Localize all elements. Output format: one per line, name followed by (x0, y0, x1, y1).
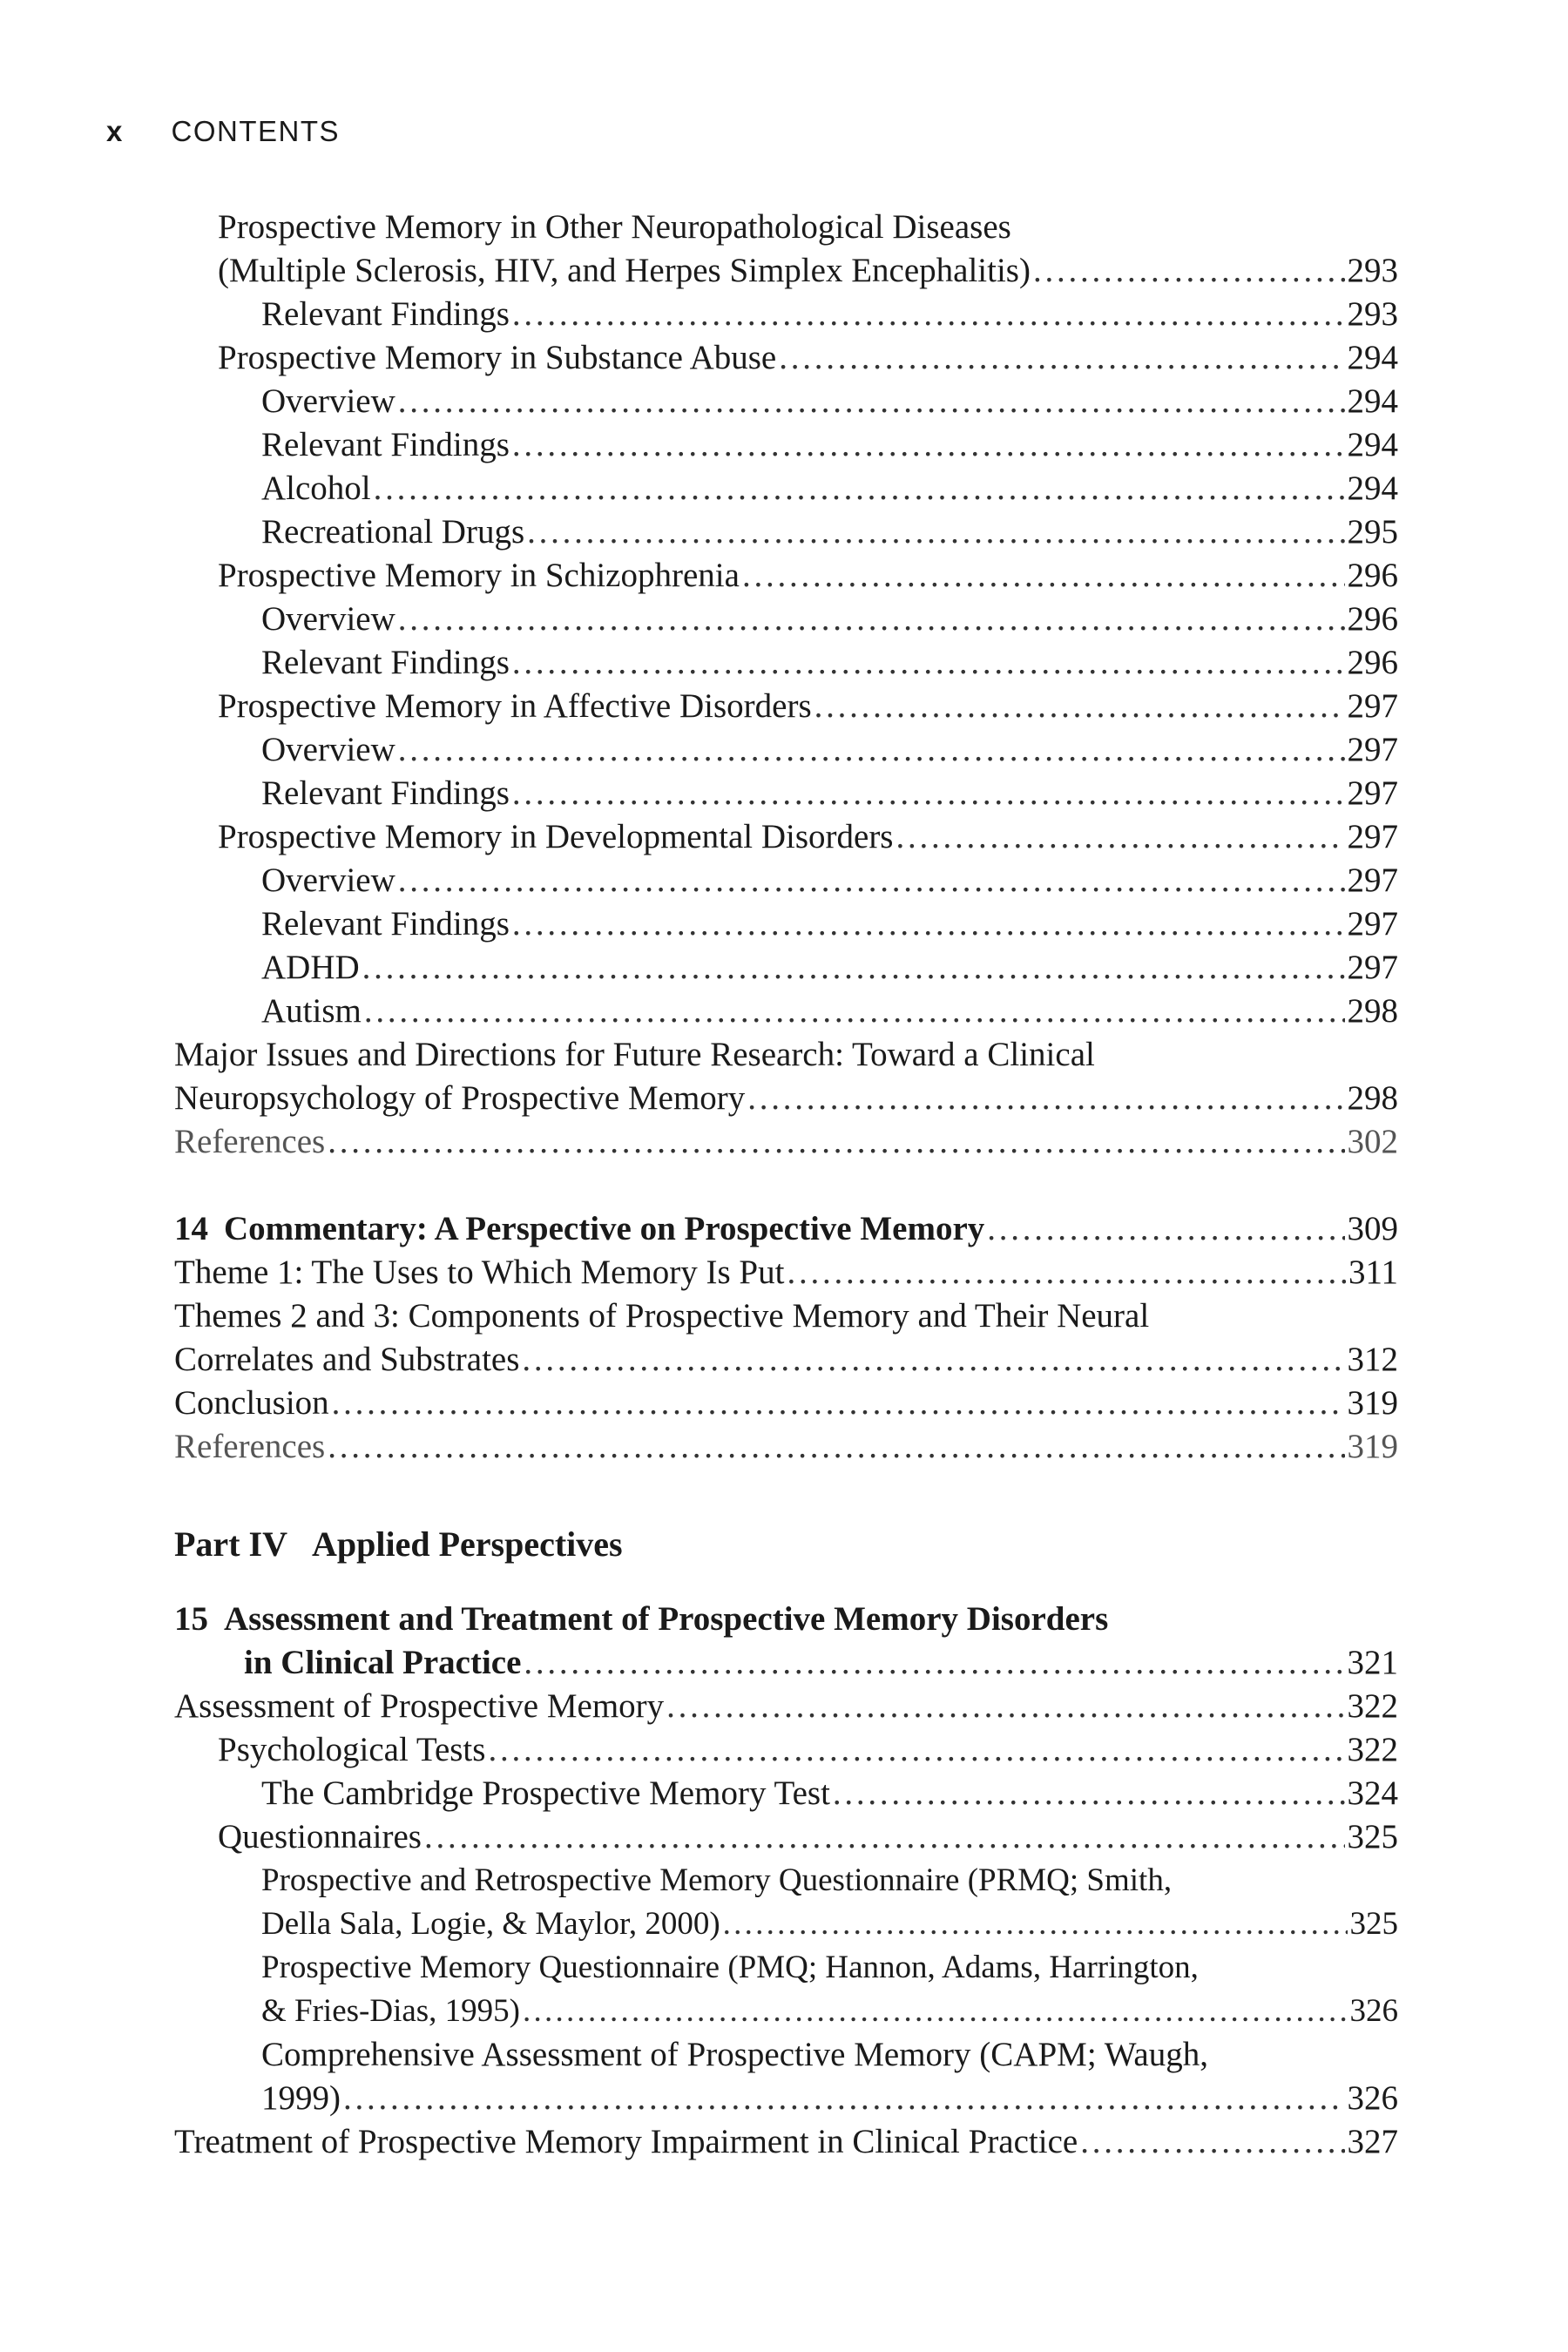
dot-leader (488, 1728, 1344, 1772)
toc-entry[interactable]: Overview . . . 296 (174, 598, 1398, 641)
page-number: 296 (1347, 644, 1398, 681)
toc-entry[interactable]: Prospective Memory in Other Neuropathological Diseases (218, 208, 1011, 246)
dot-leader (779, 336, 1344, 380)
dot-leader (398, 728, 1345, 772)
dot-leader (332, 1382, 1345, 1425)
dot-leader (896, 815, 1345, 859)
toc-entry[interactable]: Autism . . . 298 (174, 990, 1398, 1033)
dot-leader (512, 902, 1345, 946)
page-number: 319 (1347, 1428, 1398, 1465)
page-number: 293 (1347, 295, 1398, 333)
chapter-15-heading[interactable] (174, 1598, 1398, 1641)
toc-entry[interactable]: Relevant Findings . . . 293 (174, 293, 1398, 336)
chapter-number: 14 (174, 1210, 208, 1247)
page-number: 322 (1347, 1731, 1398, 1768)
page-number: 309 (1347, 1210, 1398, 1247)
toc-entry[interactable]: Theme 1: The Uses to Which Memory Is Put . . . 311 (174, 1251, 1398, 1294)
page-number: 297 (1347, 949, 1398, 986)
page-number: 312 (1347, 1341, 1398, 1378)
toc-entry[interactable]: Treatment of Prospective Memory Impairment in Clinical Practice . . . 327 (174, 2120, 1398, 2164)
dot-leader (666, 1685, 1344, 1728)
toc-entry[interactable]: Comprehensive Assessment of Prospective Memory (CAPM; Waugh, (261, 2036, 1208, 2073)
page-number: 324 (1347, 1774, 1398, 1812)
dot-leader (424, 1815, 1345, 1859)
dot-leader (343, 2077, 1345, 2120)
page-number: 322 (1347, 1687, 1398, 1725)
dot-leader (512, 641, 1345, 685)
page-number: 297 (1347, 905, 1398, 943)
toc-entry[interactable]: Prospective Memory in Substance Abuse . . . 294 (174, 336, 1398, 380)
chapter-title-line2: in Clinical Practice (244, 1644, 522, 1681)
toc-entry[interactable]: Recreational Drugs . . . 295 (174, 510, 1398, 554)
dot-leader (512, 423, 1345, 467)
dot-leader (398, 859, 1345, 902)
dot-leader (512, 772, 1345, 815)
dot-leader (512, 293, 1345, 336)
page-number: 297 (1347, 774, 1398, 812)
chapter-15-heading-cont[interactable] (174, 1641, 1398, 1685)
page-number: 297 (1347, 731, 1398, 768)
toc-entry-references[interactable]: References . . . 302 (174, 1120, 1398, 1164)
part-label: Part IV (174, 1524, 287, 1564)
dot-leader (814, 685, 1345, 728)
page-number: 294 (1347, 382, 1398, 420)
page-number: 326 (1347, 2079, 1398, 2117)
toc-entry[interactable]: Prospective Memory Questionnaire (PMQ; Hannon, Adams, Harrington, (261, 1950, 1199, 1985)
page-number: 297 (1347, 687, 1398, 725)
dot-leader (398, 598, 1345, 641)
dot-leader (398, 380, 1345, 423)
page-number: 311 (1348, 1254, 1398, 1291)
toc-entry[interactable]: Assessment of Prospective Memory . . . 322 (174, 1685, 1398, 1728)
toc-entry[interactable]: Prospective Memory in Schizophrenia . . . 296 (174, 554, 1398, 598)
table-of-contents (174, 206, 1398, 2164)
toc-entry[interactable]: 1999) . . . 326 (174, 2077, 1398, 2120)
toc-entry[interactable]: Overview . . . 297 (174, 859, 1398, 902)
toc-entry[interactable]: Prospective Memory in Developmental Disorders . . . 297 (174, 815, 1398, 859)
toc-entry[interactable]: Prospective and Retrospective Memory Questionnaire (PRMQ; Smith, (261, 1862, 1173, 1898)
page-number: 321 (1347, 1644, 1398, 1681)
page-number: 297 (1347, 862, 1398, 899)
toc-entry[interactable]: Questionnaires . . . 325 (174, 1815, 1398, 1859)
toc-entry[interactable]: Neuropsychology of Prospective Memory . . . 298 (174, 1077, 1398, 1120)
dot-leader (833, 1772, 1345, 1815)
toc-entry[interactable]: Themes 2 and 3: Components of Prospective Memory and Their Neural (174, 1297, 1150, 1335)
chapter-14-heading[interactable] (174, 1207, 1398, 1251)
toc-entry[interactable]: Psychological Tests . . . 322 (174, 1728, 1398, 1772)
page-number: 296 (1347, 557, 1398, 594)
dot-leader (374, 467, 1345, 510)
chapter-title-line1: Assessment and Treatment of Prospective Memory Disorders (224, 1600, 1109, 1638)
page-number: 294 (1347, 339, 1398, 376)
page-number: 295 (1347, 513, 1398, 551)
dot-leader (747, 1077, 1344, 1120)
toc-entry[interactable]: Relevant Findings . . . 296 (174, 641, 1398, 685)
chapter-number: 15 (174, 1600, 208, 1638)
toc-entry[interactable]: Correlates and Substrates . . . 312 (174, 1338, 1398, 1382)
page-number: 297 (1347, 818, 1398, 855)
toc-entry[interactable]: & Fries-Dias, 1995) . . . 326 (174, 1990, 1398, 2033)
page-number: 296 (1347, 600, 1398, 638)
toc-entry[interactable]: Conclusion . . . 319 (174, 1382, 1398, 1425)
dot-leader (987, 1207, 1344, 1251)
dot-leader (523, 1990, 1348, 2033)
toc-entry[interactable]: Relevant Findings . . . 294 (174, 423, 1398, 467)
page-number: 294 (1347, 426, 1398, 463)
dot-leader (1080, 2120, 1344, 2164)
toc-entry[interactable]: Della Sala, Logie, & Maylor, 2000) . . . 325 (174, 1903, 1398, 1946)
toc-entry[interactable]: Major Issues and Directions for Future Research: Toward a Clinical (174, 1036, 1095, 1073)
running-header (106, 115, 340, 148)
page-number: 298 (1347, 992, 1398, 1030)
dot-leader (522, 1338, 1344, 1382)
dot-leader (527, 510, 1344, 554)
page-number: 294 (1347, 470, 1398, 507)
page-number: 325 (1347, 1818, 1398, 1855)
dot-leader (742, 554, 1345, 598)
toc-entry[interactable]: Prospective Memory in Affective Disorders . . . 297 (174, 685, 1398, 728)
page-number: 293 (1347, 252, 1398, 289)
dot-leader (328, 1120, 1344, 1164)
dot-leader (524, 1641, 1344, 1685)
page-folio: x (106, 115, 124, 147)
toc-entry[interactable]: Relevant Findings . . . 297 (174, 902, 1398, 946)
part-title: Applied Perspectives (311, 1524, 623, 1564)
toc-entry[interactable]: ADHD . . . 297 (174, 946, 1398, 990)
page-number: 326 (1349, 1993, 1398, 2029)
page-number: 327 (1347, 2123, 1398, 2160)
toc-entry[interactable]: (Multiple Sclerosis, HIV, and Herpes Simplex Encephalitis) . . . 293 (174, 249, 1398, 293)
toc-entry[interactable]: Alcohol . . . 294 (174, 467, 1398, 510)
chapter-title: Commentary: A Perspective on Prospective Memory (224, 1210, 985, 1247)
dot-leader (787, 1251, 1345, 1294)
toc-entry[interactable]: Relevant Findings . . . 297 (174, 772, 1398, 815)
dot-leader (328, 1425, 1344, 1469)
part-heading[interactable] (174, 1523, 1398, 1566)
toc-entry-references[interactable]: References . . . 319 (174, 1425, 1398, 1469)
page-number: 302 (1347, 1123, 1398, 1160)
toc-entry[interactable]: Overview . . . 294 (174, 380, 1398, 423)
toc-entry[interactable]: The Cambridge Prospective Memory Test . . . 324 (174, 1772, 1398, 1815)
page-number: 319 (1347, 1384, 1398, 1422)
dot-leader (723, 1903, 1348, 1946)
running-title: CONTENTS (171, 115, 341, 147)
page-number: 298 (1347, 1079, 1398, 1117)
toc-entry[interactable]: Overview . . . 297 (174, 728, 1398, 772)
dot-leader (1033, 249, 1345, 293)
dot-leader (364, 990, 1345, 1033)
dot-leader (362, 946, 1345, 990)
page-number: 325 (1349, 1906, 1398, 1942)
